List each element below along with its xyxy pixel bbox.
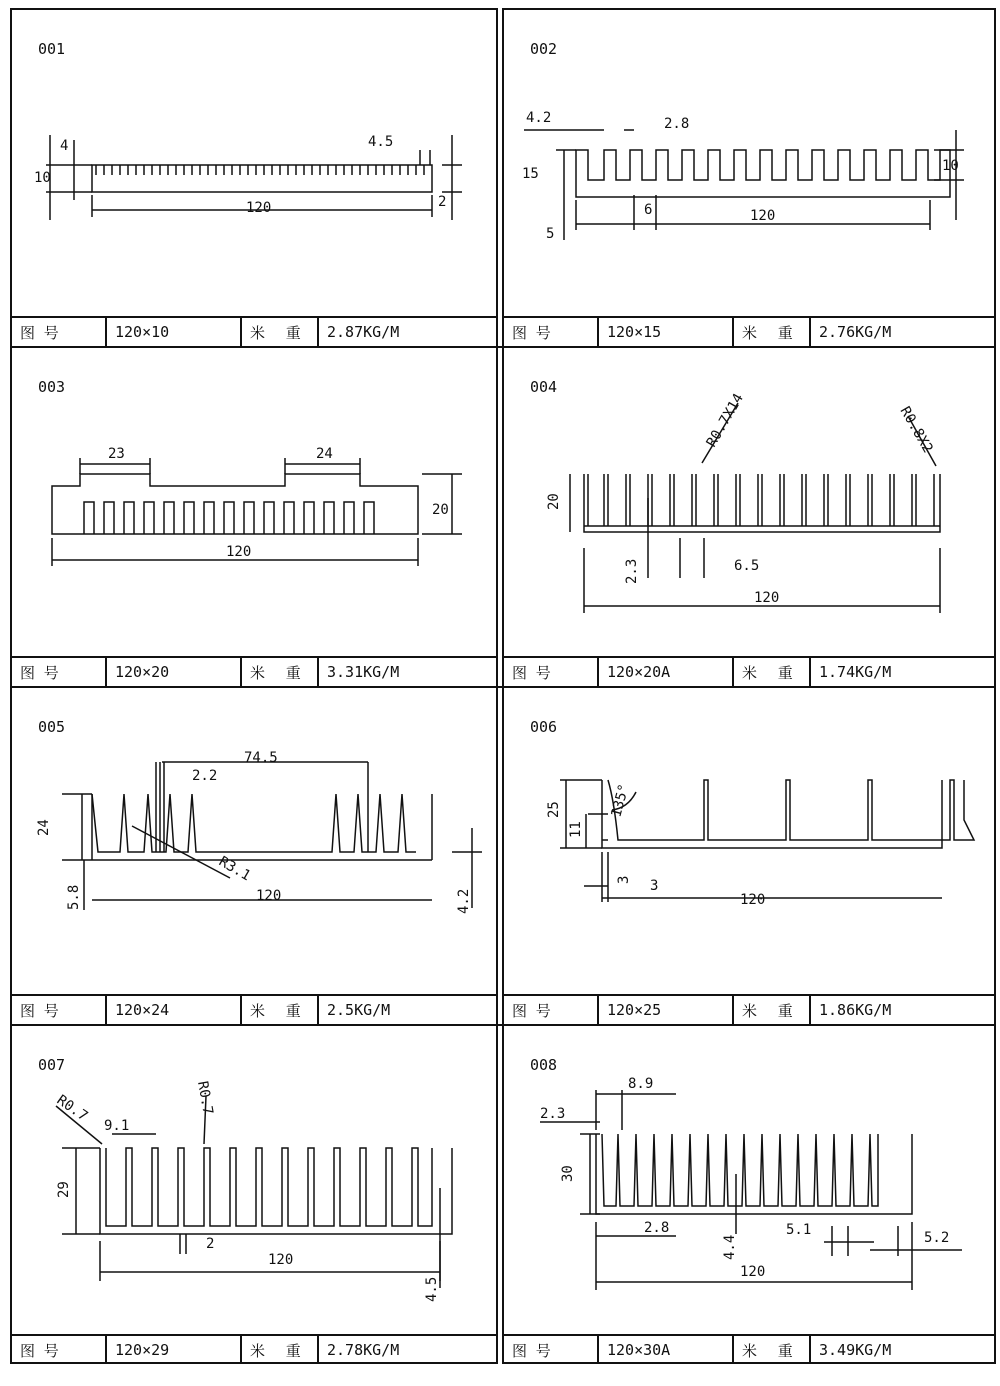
panel-008 — [504, 1026, 994, 1364]
weight-value: 1.86KG/M — [819, 1001, 892, 1019]
dim-label: 5.8 — [66, 884, 82, 910]
dim-label: 2.2 — [192, 768, 218, 784]
weight-label: 米 重 — [242, 1336, 319, 1364]
profile-drawing — [504, 688, 994, 1024]
panel-code: 001 — [38, 40, 66, 58]
info-bar — [12, 656, 496, 686]
model-value: 120×15 — [599, 318, 734, 346]
dim-label: 4.2 — [456, 888, 472, 914]
panel-003 — [12, 348, 496, 686]
weight-label: 米 重 — [734, 318, 811, 346]
panel-007 — [12, 1026, 496, 1364]
dim-label: 120 — [754, 590, 780, 606]
weight-value: 1.74KG/M — [819, 663, 892, 681]
weight-value: 2.5KG/M — [327, 1001, 391, 1019]
panel-code: 005 — [38, 718, 66, 736]
panel-code: 007 — [38, 1056, 66, 1074]
dim-label: R0.8X2 — [896, 404, 936, 456]
model-value: 120×30A — [599, 1336, 734, 1364]
dim-label: 120 — [740, 892, 766, 908]
drawing-no-label: 图 号 — [12, 318, 107, 346]
dim-label: 4.2 — [526, 110, 552, 126]
dim-label: 135° — [608, 782, 633, 820]
weight-label: 米 重 — [242, 318, 319, 346]
panel-code: 004 — [530, 378, 558, 396]
panel-code: 006 — [530, 718, 558, 736]
info-bar — [12, 1334, 496, 1364]
drawing-no-label: 图 号 — [504, 996, 599, 1024]
dim-label: 25 — [546, 801, 562, 818]
dim-label: 2.8 — [664, 116, 690, 132]
panel-code: 003 — [38, 378, 66, 396]
drawing-no-label: 图 号 — [504, 658, 599, 686]
weight-label: 米 重 — [734, 1336, 811, 1364]
profile-drawing — [12, 10, 496, 346]
profile-drawing — [504, 10, 994, 346]
weight-value: 2.87KG/M — [327, 323, 400, 341]
dim-label: 120 — [268, 1252, 294, 1268]
dim-label: 24 — [316, 446, 333, 462]
dim-label: 120 — [256, 888, 282, 904]
profile-drawing — [504, 1026, 994, 1364]
info-bar — [504, 994, 994, 1024]
dim-label: 11 — [568, 821, 584, 838]
drawing-no-label: 图 号 — [12, 658, 107, 686]
dim-label: 24 — [36, 819, 52, 836]
panel-005 — [12, 688, 496, 1024]
info-bar — [504, 656, 994, 686]
model-value: 120×20A — [599, 658, 734, 686]
model-value: 120×29 — [107, 1336, 242, 1364]
info-bar — [12, 316, 496, 346]
dim-label: R0.7X14 — [703, 390, 747, 450]
model-value: 120×20 — [107, 658, 242, 686]
dim-label: 74.5 — [244, 750, 278, 766]
dim-label: 6.5 — [734, 558, 760, 574]
dim-label: 4 — [60, 138, 69, 154]
info-bar — [504, 1334, 994, 1364]
dim-label: 3 — [650, 878, 659, 894]
dim-label: 4.5 — [424, 1276, 440, 1302]
weight-value: 2.78KG/M — [327, 1341, 400, 1359]
panel-006 — [504, 688, 994, 1024]
dim-label: R0.7 — [53, 1092, 91, 1125]
drawing-no-label: 图 号 — [504, 1336, 599, 1364]
weight-value: 2.76KG/M — [819, 323, 892, 341]
dim-label: 2 — [438, 194, 447, 210]
dim-label: 4.4 — [722, 1234, 738, 1260]
panel-code: 008 — [530, 1056, 558, 1074]
dim-label: 2 — [206, 1236, 215, 1252]
weight-label: 米 重 — [242, 996, 319, 1024]
profile-drawing — [12, 1026, 496, 1364]
profile-drawing — [504, 348, 994, 686]
dim-label: 10 — [34, 170, 51, 186]
dim-label: 120 — [750, 208, 776, 224]
dim-label: 5.2 — [924, 1230, 950, 1246]
dim-label: 120 — [740, 1264, 766, 1280]
model-value: 120×24 — [107, 996, 242, 1024]
weight-label: 米 重 — [242, 658, 319, 686]
dim-label: 15 — [522, 166, 539, 182]
dim-label: 29 — [56, 1181, 72, 1198]
dim-label: 2.8 — [644, 1220, 670, 1236]
model-value: 120×25 — [599, 996, 734, 1024]
info-bar — [504, 316, 994, 346]
weight-label: 米 重 — [734, 658, 811, 686]
dim-label: 120 — [226, 544, 252, 560]
dim-label: 23 — [108, 446, 125, 462]
panel-002 — [504, 10, 994, 346]
dim-label: 2.3 — [540, 1106, 566, 1122]
dim-label: 6 — [644, 202, 653, 218]
dim-label: 5 — [546, 226, 555, 242]
panel-001 — [12, 10, 496, 346]
dim-label: 20 — [546, 493, 562, 510]
dim-label: 3 — [616, 875, 632, 884]
dim-label: 120 — [246, 200, 272, 216]
dim-label: R0.7 — [194, 1079, 216, 1116]
dim-label: 5.1 — [786, 1222, 812, 1238]
dim-label: 9.1 — [104, 1118, 130, 1134]
dim-label: 20 — [432, 502, 449, 518]
dim-label: 4.5 — [368, 134, 394, 150]
panel-004 — [504, 348, 994, 686]
profile-drawing — [12, 348, 496, 686]
dim-label: 2.3 — [624, 558, 640, 584]
dim-label: R3.1 — [216, 853, 254, 885]
dim-label: 10 — [942, 158, 959, 174]
info-bar — [12, 994, 496, 1024]
dim-label: 8.9 — [628, 1076, 654, 1092]
weight-label: 米 重 — [734, 996, 811, 1024]
weight-value: 3.49KG/M — [819, 1341, 892, 1359]
model-value: 120×10 — [107, 318, 242, 346]
profile-drawing — [12, 688, 496, 1024]
drawing-no-label: 图 号 — [12, 996, 107, 1024]
weight-value: 3.31KG/M — [327, 663, 400, 681]
drawing-no-label: 图 号 — [504, 318, 599, 346]
panel-code: 002 — [530, 40, 558, 58]
drawing-no-label: 图 号 — [12, 1336, 107, 1364]
dim-label: 30 — [560, 1165, 576, 1182]
